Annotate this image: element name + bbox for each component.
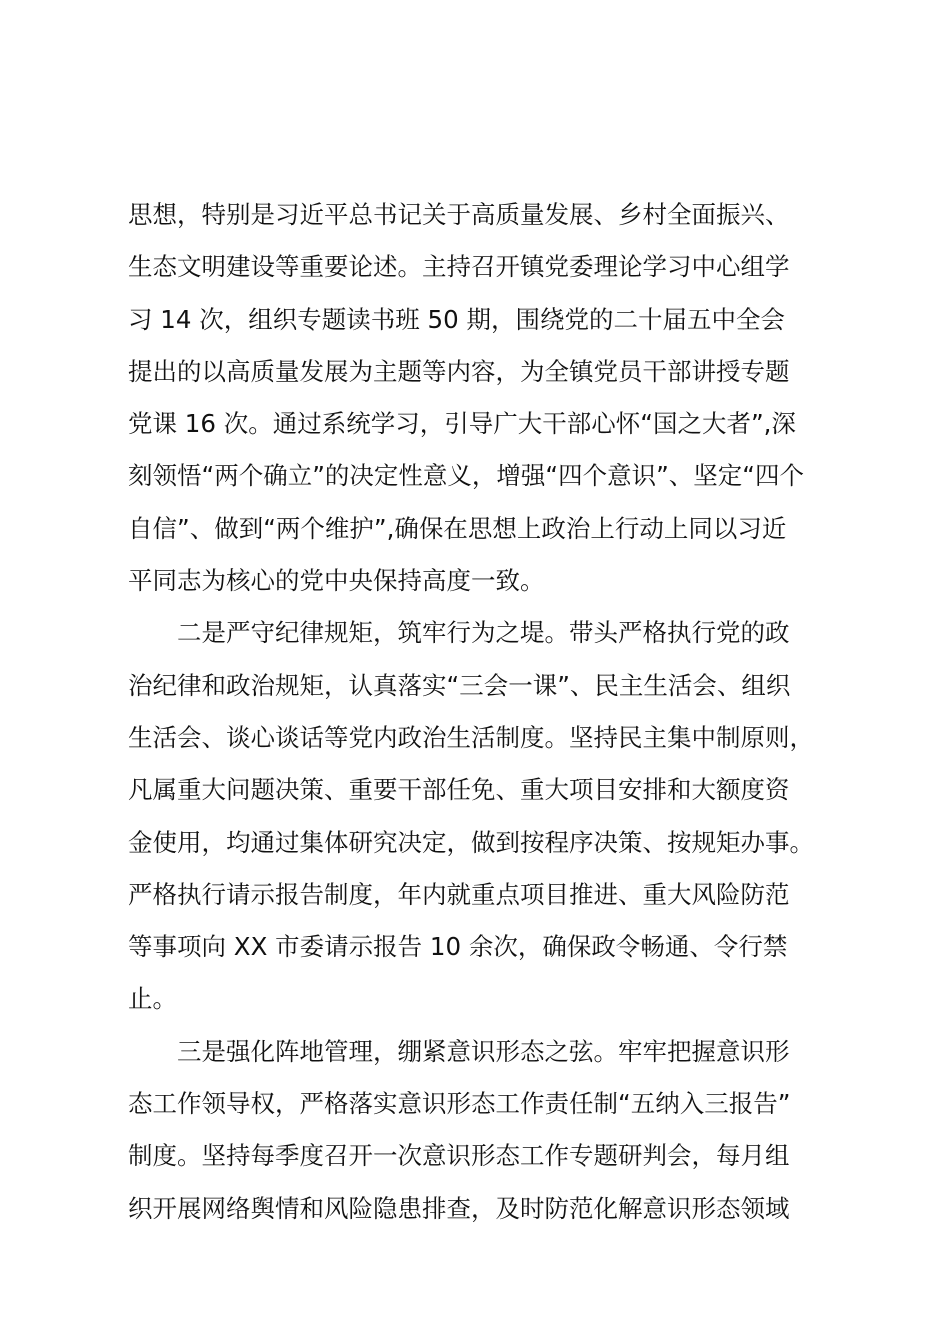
text-line: 止。 [128,984,177,1014]
text-line: 思想，特别是习近平总书记关于高质量发展、乡村全面振兴、 [128,200,790,229]
text-line: 金使用，均通过集体研究决定，做到按程序决策、按规矩办事。 [128,827,814,857]
text-line: 平同志为核心的党中央保持高度一致。 [128,566,545,596]
text-line: 织开展网络舆情和风险隐患排查，及时防范化解意识形态领域 [128,1193,790,1223]
text-line: 习 14 次，组织专题读书班 50 期，围绕党的二十届五中全会 [128,304,785,334]
text-line: 刻领悟“两个确立”的决定性意义，增强“四个意识”、坚定“四个 [128,461,804,491]
text-line: 态工作领导权，严格落实意识形态工作责任制“五纳入三报告” [128,1089,791,1119]
text-line: 严格执行请示报告制度，年内就重点项目推进、重大风险防范 [128,879,790,909]
text-line: 生活会、谈心谈话等党内政治生活制度。坚持民主集中制原则， [128,722,814,752]
text-line: 提出的以高质量发展为主题等内容，为全镇党员干部讲授专题 [128,356,790,386]
text-line: 党课 16 次。通过系统学习，引导广大干部心怀“国之大者”,深 [128,409,796,439]
text-line: 制度。坚持每季度召开一次意识形态工作专题研判会，每月组 [128,1141,790,1171]
text-line: 等事项向 XX 市委请示报告 10 余次，确保政令畅通、令行禁 [128,932,788,962]
document-body [128,189,848,1235]
text-line: 治纪律和政治规矩，认真落实“三会一课”、民主生活会、组织 [128,670,791,700]
paragraph-2-line: 二是严守纪律规矩，筑牢行为之堤。带头严格执行党的政 [128,618,790,648]
text-line: 生态文明建设等重要论述。主持召开镇党委理论学习中心组学 [128,252,790,282]
text-line: 凡属重大问题决策、重要干部任免、重大项目安排和大额度资 [128,775,790,805]
paragraph-3-line: 三是强化阵地管理，绷紧意识形态之弦。牢牢把握意识形 [128,1036,790,1066]
text-line: 自信”、做到“两个维护”,确保在思想上政治上行动上同以习近 [128,513,787,543]
